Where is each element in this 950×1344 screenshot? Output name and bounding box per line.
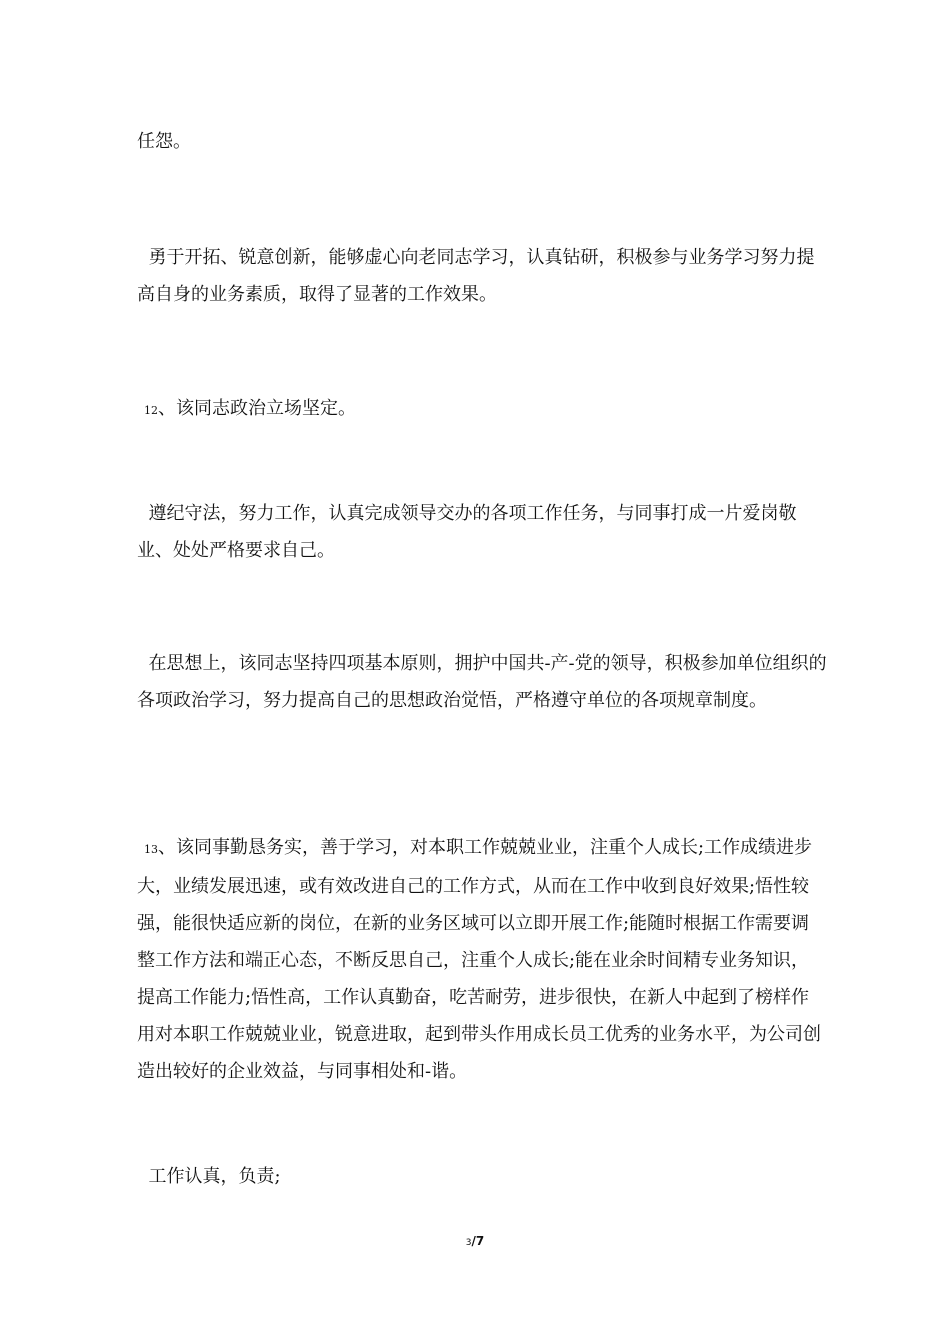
paragraph-6-text: 、该同事勤恳务实，善于学习，对本职工作兢兢业业，注重个人成长;工作成绩进步大，业绩发展迅速，或有效改进自己的工作方式，从而在工作中收到良好效果;悟性较强，能很快适应新的岗位，在新的业务区域可以立即开展工作;能随时根据工作需要调整工作方法和端正心态，不断反思自己，注重个人成长;能在业余时间精专业务知识，提高工作能力;悟性高，工作认真勤奋，吃苦耐劳，进步很快，在新人中起到了榜样作用对本职工作兢兢业业，锐意进取，起到带头作用成长员工优秀的业务水平，为公司创造出较好的企业效益，与同事相处和-谐。 (137, 837, 821, 1082)
paragraph-1 (137, 123, 827, 160)
paragraph-6 (137, 829, 827, 1090)
paragraph-7 (137, 1158, 827, 1195)
paragraph-2-text: 勇于开拓、锐意创新，能够虚心向老同志学习，认真钻研，积极参与业务学习努力提高自身的业务素质，取得了显著的工作效果。 (137, 247, 815, 305)
paragraph-3 (137, 390, 827, 429)
paragraph-4-text: 遵纪守法，努力工作，认真完成领导交办的各项工作任务，与同事打成一片爱岗敬业、处处严格要求自己。 (137, 503, 797, 561)
paragraph-2 (137, 239, 827, 313)
paragraph-5-text: 在思想上，该同志坚持四项基本原则，拥护中国共-产-党的领导，积极参加单位组织的各项政治学习，努力提高自己的思想政治觉悟，严格遵守单位的各项规章制度。 (137, 653, 827, 711)
total-pages: /7 (471, 1234, 485, 1248)
current-page-number: 3 (465, 1238, 472, 1248)
paragraph-7-text: 工作认真，负责; (137, 1166, 281, 1187)
paragraph-3-number: 12 (137, 404, 158, 417)
paragraph-6-number: 13 (137, 843, 158, 856)
paragraph-3-text: 、该同志政治立场坚定。 (158, 398, 356, 419)
paragraph-1-text: 任怨。 (137, 131, 191, 152)
paragraph-4 (137, 495, 827, 569)
page-number (0, 1234, 950, 1248)
paragraph-5 (137, 645, 827, 719)
